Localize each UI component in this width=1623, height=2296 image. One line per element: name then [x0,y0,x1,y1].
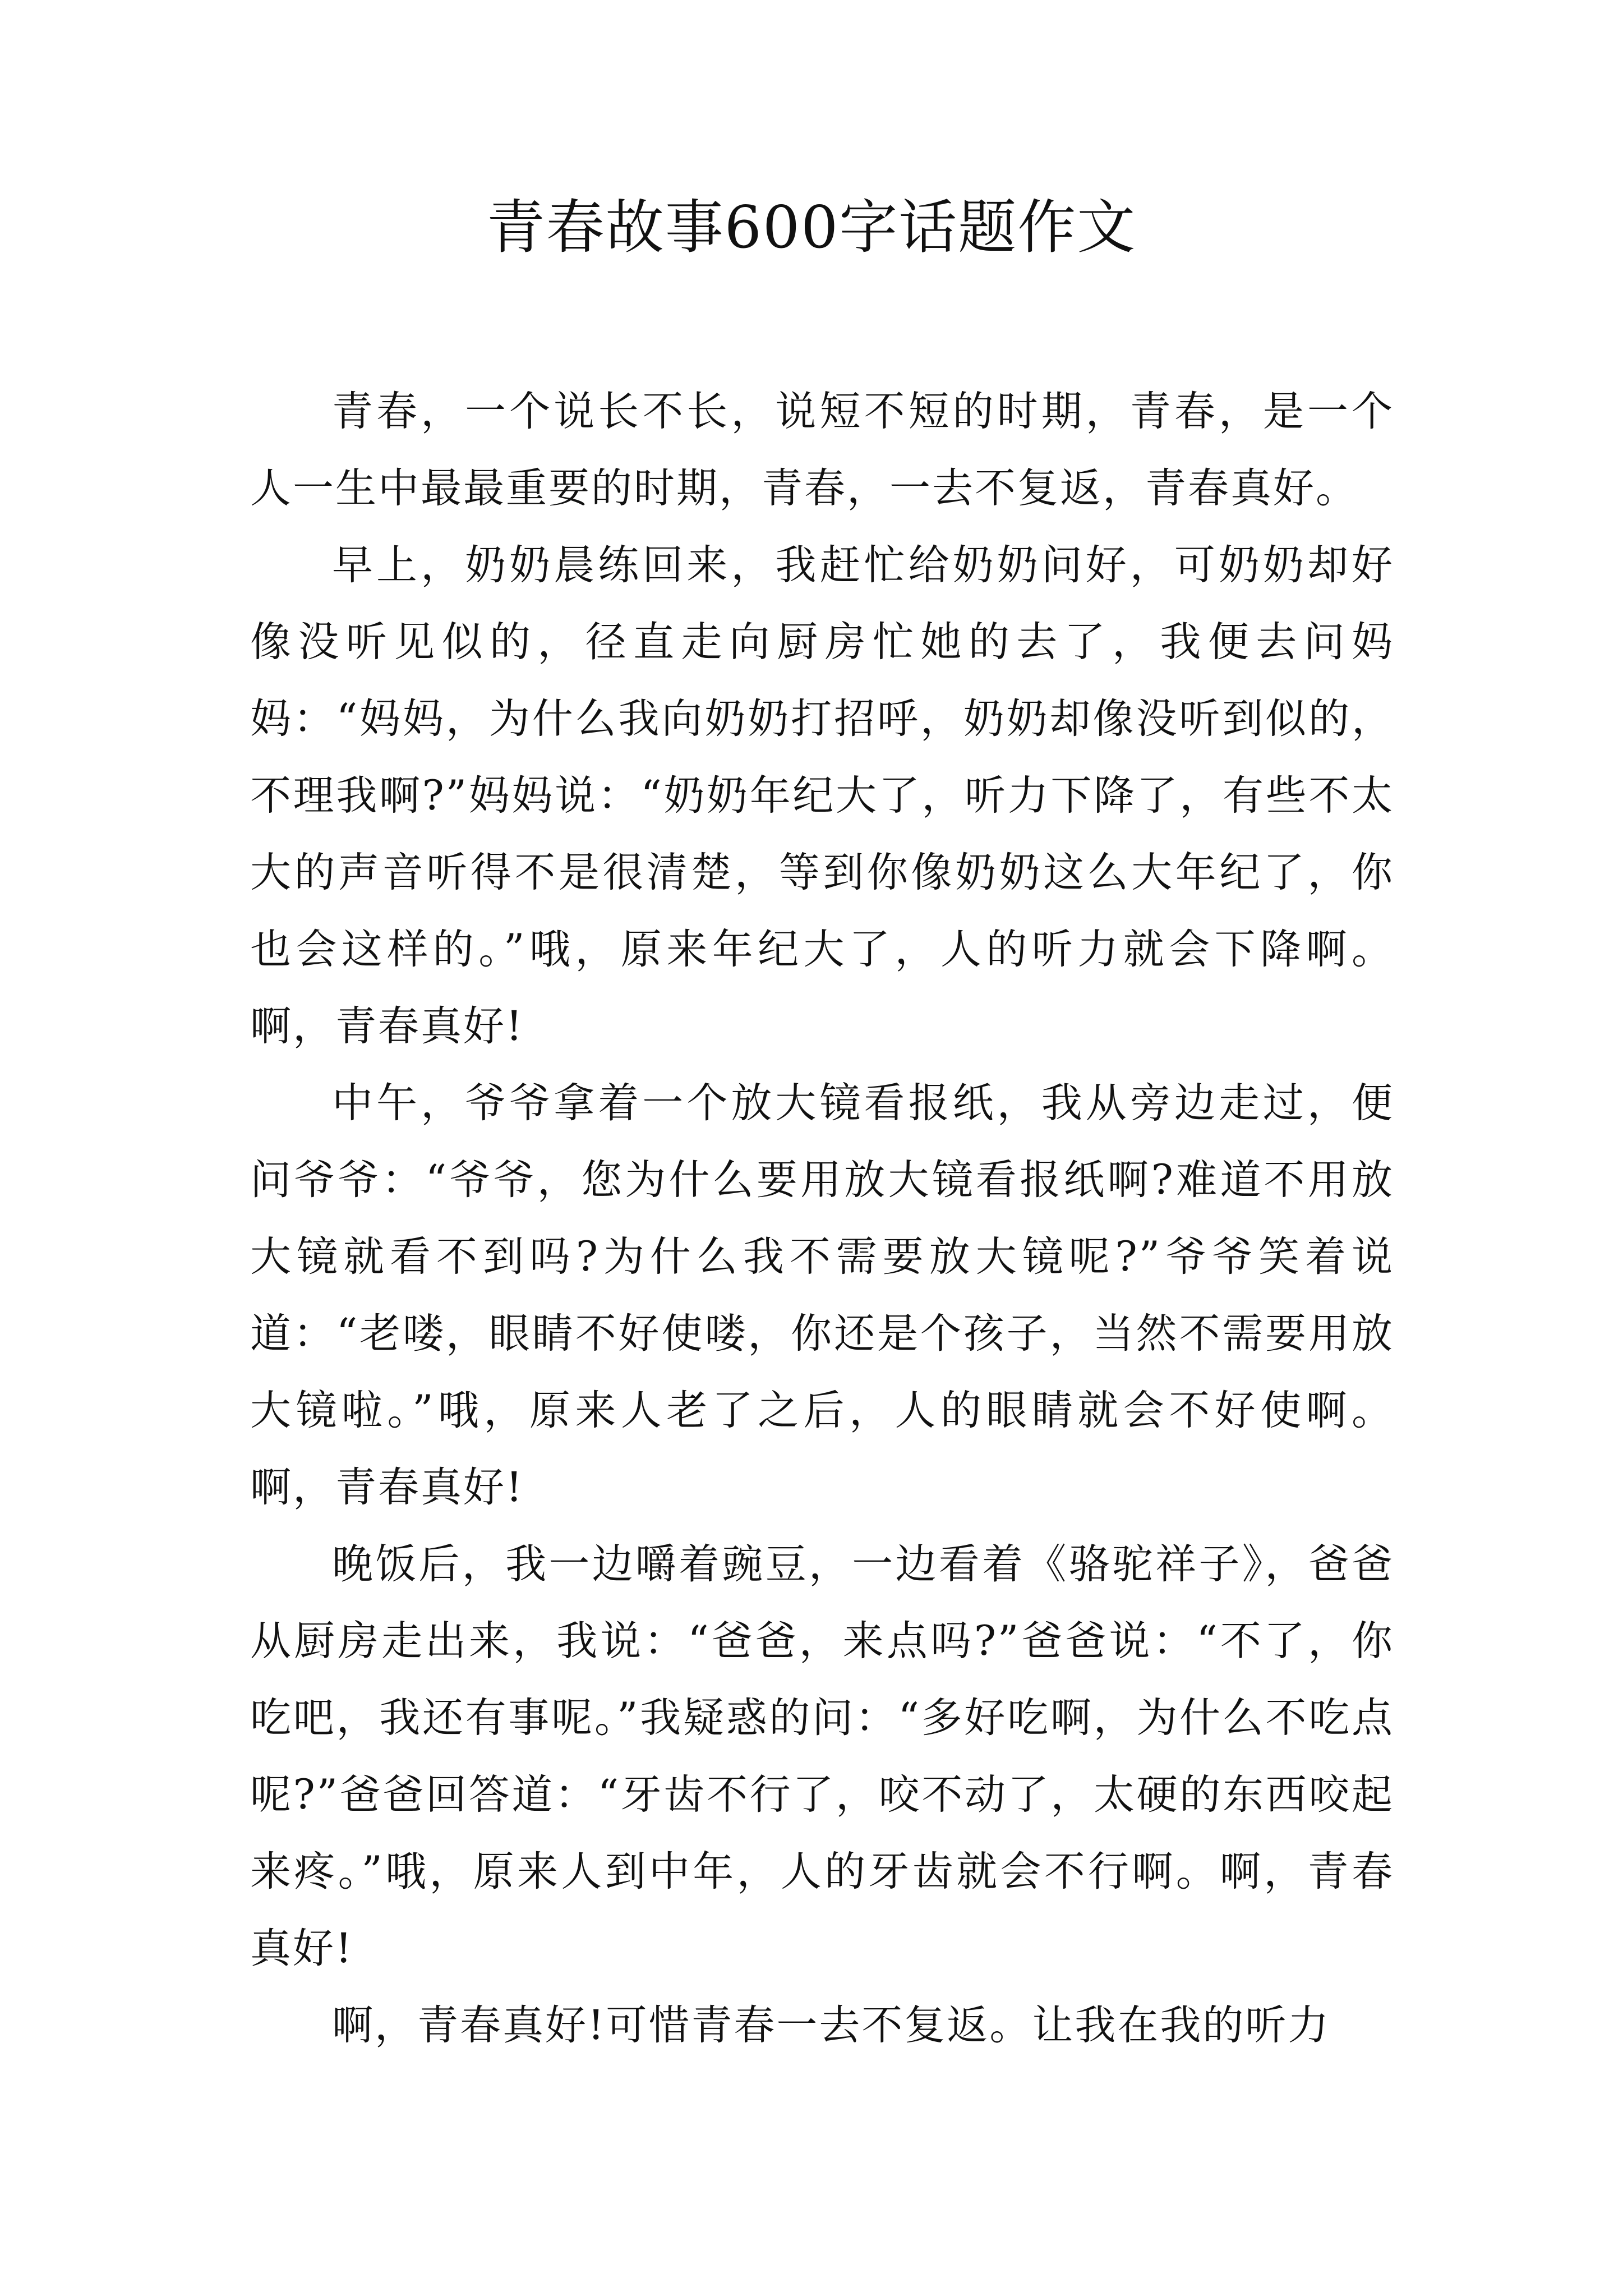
document-title: 青春故事600字话题作文 [486,193,1137,261]
paragraph-4: 晚饭后，我一边嚼着豌豆，一边看着《骆驼祥子》，爸爸从厨房走出来，我说：“爸爸，来点吗?”爸爸说：“不了，你吃吧，我还有事呢。”我疑惑的问：“多好吃啊，为什么不吃点呢?”爸爸回答道：“牙齿不行了，咬不动了，太硬的东西咬起来疼。”哦，原来人到中年，人的牙齿就会不行啊。啊，青春真好! [250,1540,1394,1972]
paragraph-1: 青春，一个说长不长，说短不短的时期，青春，是一个人一生中最最重要的时期，青春，一去不复返，青春真好。 [250,388,1394,512]
paragraph-2: 早上，奶奶晨练回来，我赶忙给奶奶问好，可奶奶却好像没听见似的，径直走向厨房忙她的去了，我便去问妈妈：“妈妈，为什么我向奶奶打招呼，奶奶却像没听到似的，不理我啊?”妈妈说：“奶奶年纪大了，听力下降了，有些不太大的声音听得不是很清楚，等到你像奶奶这么大年纪了，你也会这样的。”哦，原来年纪大了，人的听力就会下降啊。啊，青春真好! [250,541,1394,1050]
paragraph-3: 中午，爷爷拿着一个放大镜看报纸，我从旁边走过，便问爷爷：“爷爷，您为什么要用放大镜看报纸啊?难道不用放大镜就看不到吗?为什么我不需要放大镜呢?”爷爷笑着说道：“老喽，眼睛不好使喽，你还是个孩子，当然不需要用放大镜啦。”哦，原来人老了之后，人的眼睛就会不好使啊。啊，青春真好! [250,1079,1394,1511]
document-body [250,373,1394,2064]
paragraph-5: 啊，青春真好!可惜青春一去不复返。让我在我的听力 [332,2001,1331,2049]
